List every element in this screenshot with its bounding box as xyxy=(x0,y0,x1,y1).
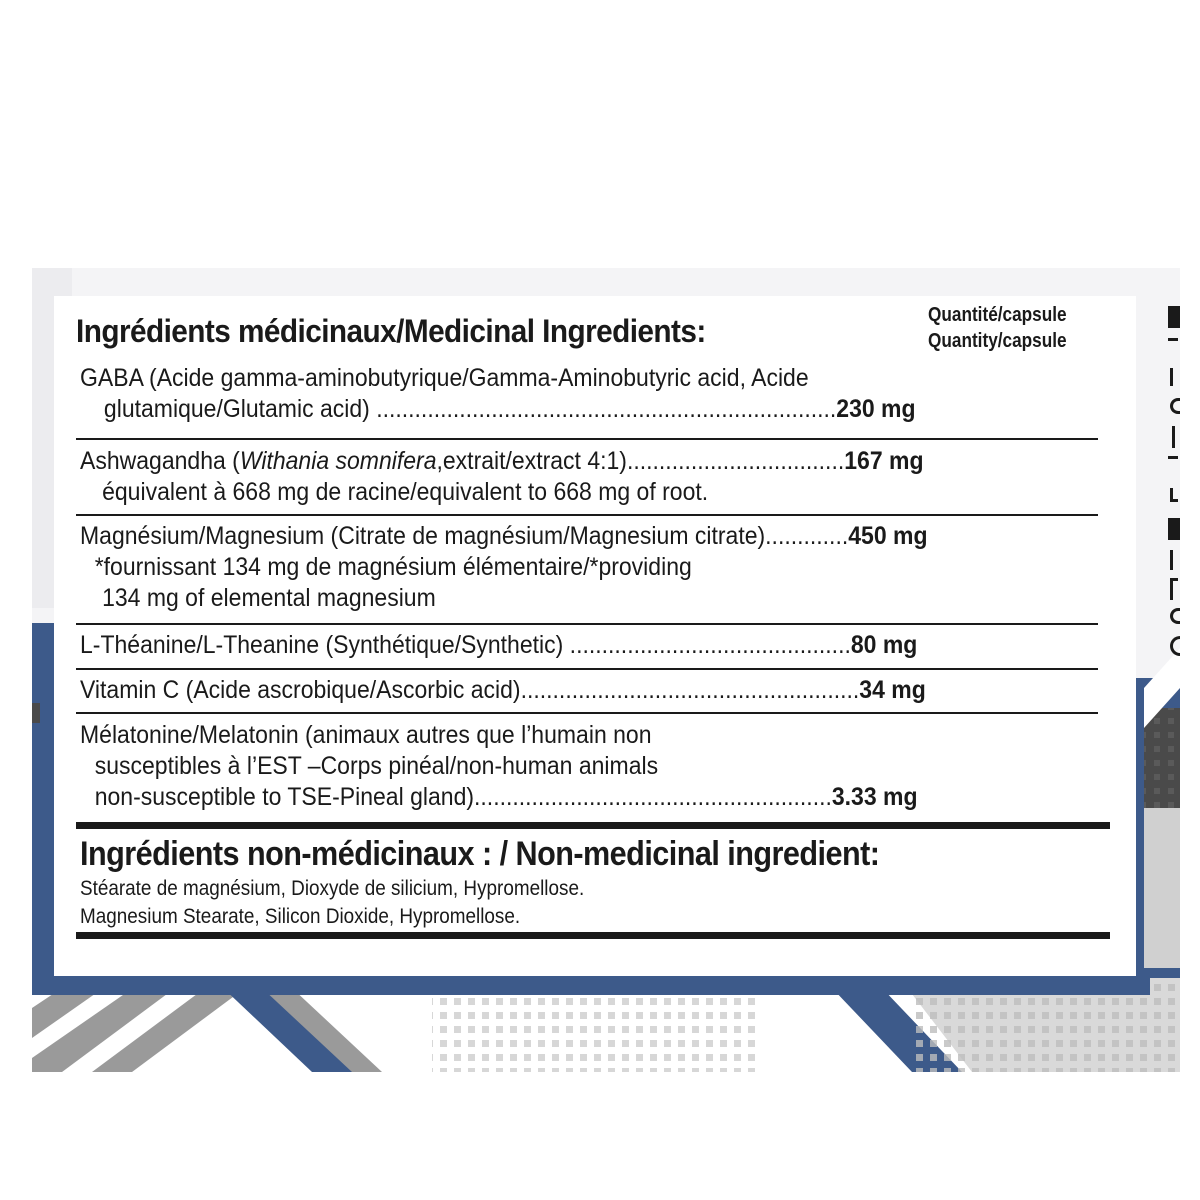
quantity-header xyxy=(928,302,1067,354)
quantity-header-fr: Quantité/capsule xyxy=(928,304,1067,326)
row-divider xyxy=(76,623,1098,625)
non-medicinal-en: Magnesium Stearate, Silicon Dioxide, Hypromellose. xyxy=(80,905,521,928)
ingredient-dose: 34 mg xyxy=(859,676,926,704)
ingredient-text-cont: glutamique/Glutamic acid) ........................................................................ xyxy=(103,395,837,423)
row-divider xyxy=(76,712,1098,714)
quantity-header-en: Quantity/capsule xyxy=(928,330,1067,352)
ingredient-name: Vitamin C (Acide ascrobique/Ascorbic acid)..................................................... xyxy=(80,676,860,704)
ingredient-row-ashwagandha xyxy=(80,446,1018,508)
ingredient-text xyxy=(80,782,1018,813)
ingredient-text: GABA (Acide gamma-aminobutyrique/Gamma-Aminobutyric acid, Acide xyxy=(80,364,809,392)
ingredient-row-l-theanine xyxy=(80,630,1018,661)
adjacent-panel-clipped-text xyxy=(1168,300,1180,660)
ingredient-text: Mélatonine/Melatonin (animaux autres que l’humain non xyxy=(80,721,652,749)
ingredient-text xyxy=(80,521,1018,552)
ingredient-note: 134 mg of elemental magnesium xyxy=(102,584,436,612)
ingredient-extract: ,extrait/extract 4:1).................................. xyxy=(436,447,845,475)
section-divider xyxy=(76,822,1110,829)
ingredient-row-gaba xyxy=(80,363,1018,425)
ingredient-dose: 3.33 mg xyxy=(831,783,918,811)
ingredient-text xyxy=(80,394,1018,425)
ingredient-row-magnesium xyxy=(80,521,1018,614)
ingredient-dose: 450 mg xyxy=(848,522,928,550)
ingredient-name: Magnésium/Magnesium (Citrate de magnésium/Magnesium citrate)............. xyxy=(80,522,849,550)
non-medicinal-title: Ingrédients non-médicinaux : / Non-medicinal ingredient: xyxy=(80,835,880,873)
row-divider xyxy=(76,438,1098,440)
ingredient-text xyxy=(80,675,1018,706)
section-divider xyxy=(76,932,1110,939)
ingredient-text xyxy=(80,630,1018,661)
ingredient-text xyxy=(80,446,1018,477)
ingredient-name: L-Théanine/L-Theanine (Synthétique/Synthetic) ............................................ xyxy=(80,631,851,659)
ingredient-latin-name: Withania somnifera xyxy=(239,447,437,475)
medicinal-ingredients-title: Ingrédients médicinaux/Medicinal Ingredients: xyxy=(76,313,706,349)
ingredient-dose: 80 mg xyxy=(850,631,918,659)
row-divider xyxy=(76,668,1098,670)
ingredient-name: Ashwagandha ( xyxy=(80,447,240,475)
ingredient-row-vitamin-c xyxy=(80,675,1018,706)
non-medicinal-list xyxy=(80,875,584,931)
ingredient-note: équivalent à 668 mg de racine/equivalent to 668 mg of root. xyxy=(102,478,709,506)
ingredient-text: susceptibles à l’EST –Corps pinéal/non-human animals xyxy=(94,752,659,780)
ingredient-row-melatonin xyxy=(80,720,1018,813)
ingredient-text-cont: non-susceptible to TSE-Pineal gland)........................................................ xyxy=(94,783,832,811)
ingredient-dose: 230 mg xyxy=(836,395,916,423)
row-divider xyxy=(76,514,1098,516)
non-medicinal-fr: Stéarate de magnésium, Dioxyde de silicium, Hypromellose. xyxy=(80,877,585,900)
ingredient-dose: 167 mg xyxy=(844,447,924,475)
ingredient-note: *fournissant 134 mg de magnésium élémentaire/*providing xyxy=(94,553,692,581)
